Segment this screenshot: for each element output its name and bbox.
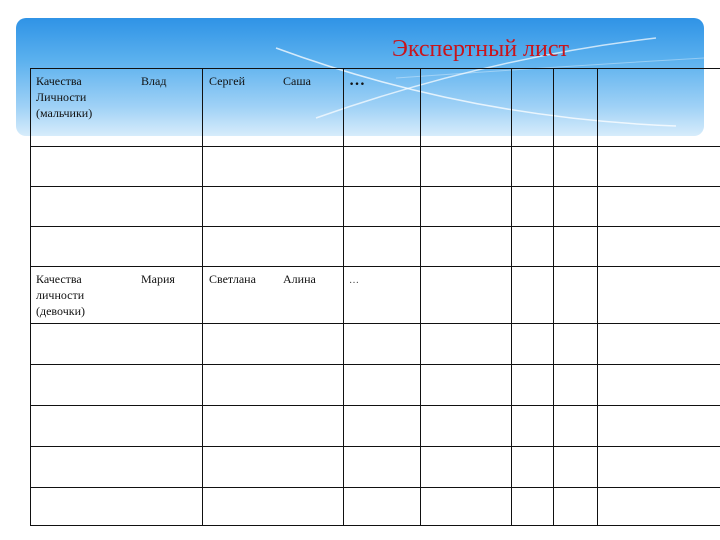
empty-cell (512, 488, 554, 526)
empty-cell (512, 147, 554, 187)
boys-header-row (31, 69, 720, 147)
girls-header-row (31, 267, 720, 324)
empty-cell (31, 447, 203, 488)
empty-cell (512, 406, 554, 447)
empty-cell (421, 147, 512, 187)
empty-cell (344, 227, 421, 267)
empty-cell (203, 324, 344, 365)
empty-cell (421, 406, 512, 447)
empty-cell (598, 488, 720, 526)
empty-cell (554, 147, 598, 187)
boys-name-1: Влад (141, 74, 167, 88)
empty-cell (554, 324, 598, 365)
empty-cell (203, 488, 344, 526)
girls-name-2: Светлана (209, 272, 256, 286)
page-title: Экспертный лист (392, 36, 569, 62)
empty-cell (31, 365, 203, 406)
boys-ellipsis-cell (344, 69, 421, 147)
girls-quality-label: Качества личности (девочки) (36, 272, 85, 318)
empty-cell (598, 365, 720, 406)
boys-name-3: Саша (283, 74, 311, 88)
empty-cell (598, 447, 720, 488)
boys-empty-cell (598, 69, 720, 147)
girls-empty-cell (512, 267, 554, 324)
boys-empty-row (31, 227, 720, 267)
empty-cell (344, 147, 421, 187)
boys-quality-cell (31, 69, 203, 147)
girls-empty-cell (554, 267, 598, 324)
empty-cell (512, 447, 554, 488)
girls-empty-row (31, 447, 720, 488)
boys-empty-row (31, 147, 720, 187)
empty-cell (203, 406, 344, 447)
empty-cell (421, 187, 512, 227)
boys-ellipsis: … (349, 72, 366, 89)
empty-cell (512, 227, 554, 267)
girls-empty-cell (421, 267, 512, 324)
empty-cell (421, 227, 512, 267)
empty-cell (598, 187, 720, 227)
girls-empty-row (31, 488, 720, 526)
girls-empty-row (31, 406, 720, 447)
girls-empty-cell (598, 267, 720, 324)
empty-cell (203, 187, 344, 227)
empty-cell (344, 187, 421, 227)
empty-cell (598, 147, 720, 187)
empty-cell (512, 365, 554, 406)
boys-empty-cell (512, 69, 554, 147)
girls-quality-cell (31, 267, 203, 324)
empty-cell (512, 324, 554, 365)
boys-names-cell (203, 69, 344, 147)
empty-cell (203, 447, 344, 488)
empty-cell (421, 447, 512, 488)
boys-empty-row (31, 187, 720, 227)
empty-cell (31, 324, 203, 365)
empty-cell (421, 365, 512, 406)
boys-empty-cell (554, 69, 598, 147)
empty-cell (31, 488, 203, 526)
empty-cell (344, 406, 421, 447)
empty-cell (421, 324, 512, 365)
empty-cell (598, 227, 720, 267)
girls-ellipsis-cell (344, 267, 421, 324)
girls-empty-row (31, 365, 720, 406)
empty-cell (512, 187, 554, 227)
empty-cell (344, 447, 421, 488)
girls-name-1: Мария (141, 272, 175, 286)
empty-cell (344, 488, 421, 526)
empty-cell (554, 406, 598, 447)
empty-cell (554, 365, 598, 406)
empty-cell (554, 187, 598, 227)
empty-cell (554, 488, 598, 526)
empty-cell (421, 488, 512, 526)
empty-cell (203, 227, 344, 267)
empty-cell (344, 324, 421, 365)
boys-name-2: Сергей (209, 74, 245, 88)
boys-empty-cell (421, 69, 512, 147)
empty-cell (598, 324, 720, 365)
empty-cell (203, 365, 344, 406)
empty-cell (203, 147, 344, 187)
girls-ellipsis: … (349, 275, 360, 286)
expert-sheet-table (30, 68, 720, 526)
boys-quality-label: Качества Личности (мальчики) (36, 74, 93, 120)
empty-cell (344, 365, 421, 406)
empty-cell (31, 147, 203, 187)
empty-cell (31, 227, 203, 267)
girls-name-3: Алина (283, 272, 316, 286)
empty-cell (554, 447, 598, 488)
girls-empty-row (31, 324, 720, 365)
girls-names-cell (203, 267, 344, 324)
empty-cell (554, 227, 598, 267)
empty-cell (31, 187, 203, 227)
empty-cell (31, 406, 203, 447)
empty-cell (598, 406, 720, 447)
